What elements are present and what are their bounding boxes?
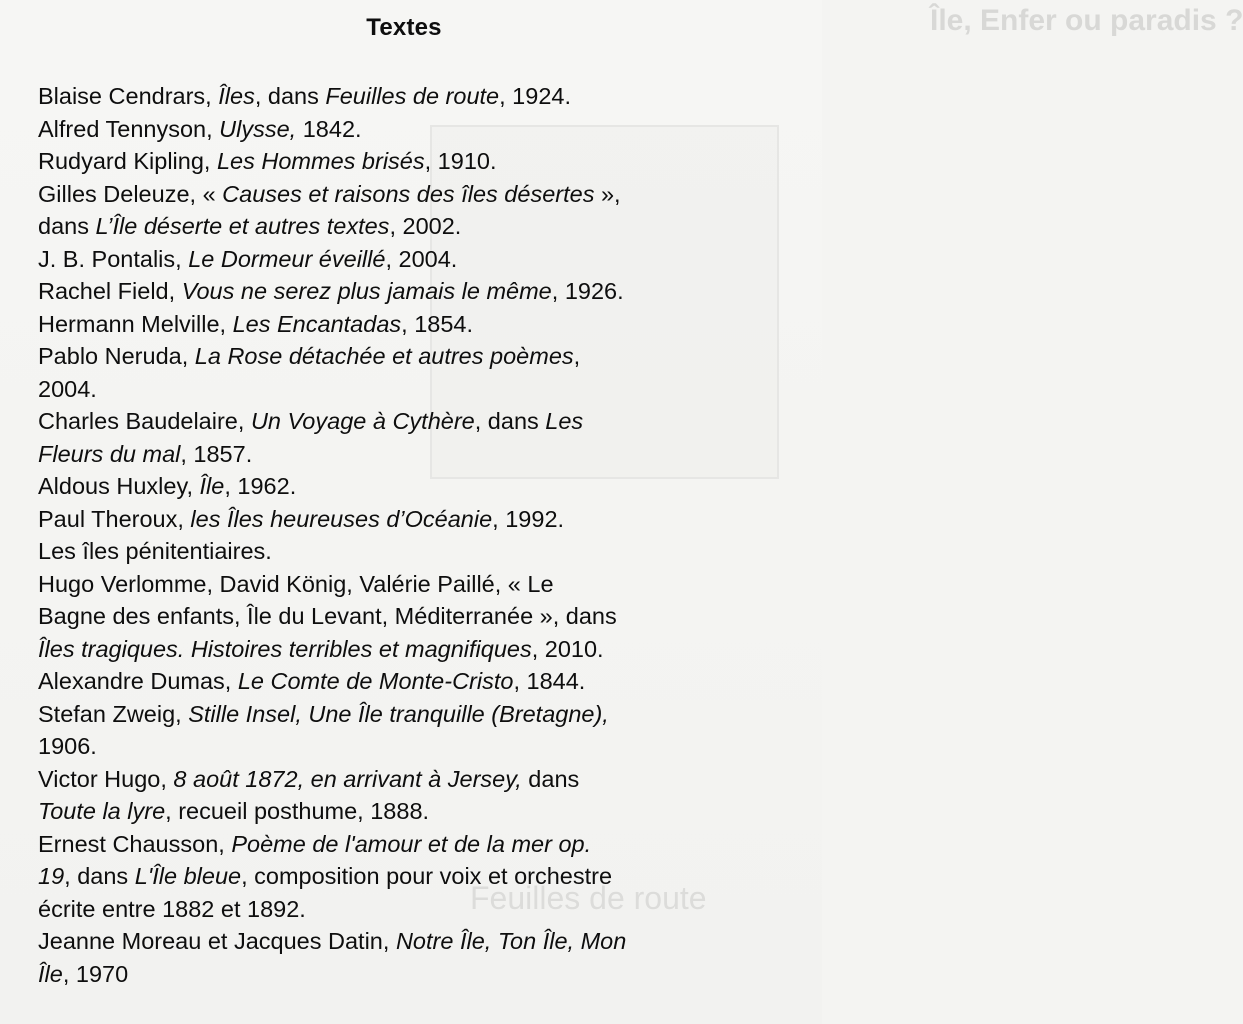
work-title-text: 19 — [38, 863, 65, 889]
bibliography-list — [38, 80, 778, 990]
entry-line — [38, 80, 778, 113]
entry-text: , recueil posthume, 1888. — [165, 798, 430, 824]
entry-text: , 1854. — [401, 310, 474, 337]
entry-line — [38, 925, 778, 958]
entry-text: , — [573, 343, 581, 369]
entry-line — [38, 340, 778, 373]
bibliography-entry — [38, 178, 778, 243]
work-title-text: Causes et raisons des îles désertes — [222, 180, 595, 207]
work-title-text: Les Hommes brisés — [216, 148, 425, 174]
bibliography-entry — [38, 113, 778, 146]
entry-text: 1906. — [38, 733, 97, 759]
work-title-text: Stille Insel, Une Île tranquille (Bretagne), — [188, 700, 609, 727]
entry-text: Charles Baudelaire, — [38, 408, 251, 434]
bibliography-entry — [38, 503, 778, 536]
entry-text: , 2002. — [389, 213, 462, 239]
entry-text: , dans — [64, 863, 135, 889]
work-title-text: Les Encantadas — [232, 310, 402, 337]
bibliography-entry — [38, 665, 778, 698]
entry-text: Blaise Cendrars, — [38, 83, 219, 109]
entry-text: , 1857. — [180, 440, 253, 467]
entry-line — [38, 730, 778, 763]
entry-line — [38, 113, 778, 146]
work-title-text: Île — [38, 960, 63, 987]
entry-text: Rudyard Kipling, — [38, 148, 217, 174]
entry-text: Rachel Field, — [38, 278, 182, 304]
entry-text: Aldous Huxley, — [38, 473, 200, 499]
work-title-text: Île — [199, 473, 225, 499]
entry-line — [38, 503, 778, 536]
entry-line — [38, 405, 778, 438]
work-title-text: Toute la lyre — [38, 798, 166, 824]
bibliography-entry — [38, 568, 778, 666]
work-title-text: Les — [545, 408, 584, 434]
work-title-text: 8 août 1872, en arrivant à Jersey, — [173, 765, 522, 792]
entry-text: Victor Hugo, — [38, 765, 174, 792]
entry-line — [38, 893, 778, 926]
bibliography-entry — [38, 763, 778, 828]
work-title-text: Fleurs du mal — [38, 440, 181, 467]
entry-line — [38, 698, 778, 731]
bibliography-entry — [38, 698, 778, 763]
work-title-text: Notre Île, Ton Île, Mon — [395, 928, 627, 954]
entry-line — [38, 275, 778, 308]
entry-line — [38, 795, 778, 828]
work-title-text: Le Comte de Monte-Cristo — [237, 668, 514, 694]
page-title: Textes — [366, 14, 442, 41]
bibliography-entry — [38, 535, 778, 568]
entry-text: Pablo Neruda, — [38, 343, 195, 369]
work-title-text: La Rose détachée et autres poèmes — [194, 343, 574, 369]
entry-text: 2004. — [38, 375, 97, 402]
entry-line — [38, 145, 778, 178]
entry-line — [38, 958, 778, 991]
entry-text: Hugo Verlomme, David König, Valérie Paillé, « Le — [38, 570, 554, 597]
entry-text: , 1924. — [499, 83, 571, 109]
entry-line — [38, 210, 778, 243]
work-title-text: Îles tragiques. Histoires terribles et magnifiques — [38, 635, 532, 662]
entry-text: Ernest Chausson, — [38, 830, 232, 857]
entry-text: », — [594, 180, 621, 207]
entry-line — [38, 860, 778, 893]
work-title-text: Le Dormeur éveillé — [188, 245, 386, 272]
entry-text: écrite entre 1882 et 1892. — [38, 895, 306, 922]
entry-line — [38, 470, 778, 503]
entry-line — [38, 373, 778, 406]
entry-text: dans — [38, 213, 96, 239]
entry-text: Gilles Deleuze, « — [38, 180, 223, 207]
bibliography-entry — [38, 243, 778, 276]
entry-text: , 1910. — [424, 148, 497, 174]
entry-text: Paul Theroux, — [38, 505, 191, 532]
entry-line — [38, 828, 778, 861]
entry-line — [38, 438, 778, 471]
entry-text: Stefan Zweig, — [38, 700, 189, 727]
entry-text: , 2010. — [531, 635, 604, 662]
bibliography-entry — [38, 925, 778, 990]
bibliography-entry — [38, 145, 778, 178]
entry-line — [38, 568, 778, 601]
entry-text: Jeanne Moreau et Jacques Datin, — [38, 928, 396, 954]
bibliography-entry — [38, 470, 778, 503]
entry-text: , composition pour voix et orchestre — [241, 863, 613, 889]
entry-text: Hermann Melville, — [38, 310, 233, 337]
bibliography-entry — [38, 275, 778, 308]
bleed-through-caption: Feuilles de route — [470, 880, 707, 916]
entry-text: Alexandre Dumas, — [38, 668, 238, 694]
entry-text: Alfred Tennyson, — [38, 115, 220, 142]
entry-text: , 2004. — [385, 245, 458, 272]
bibliography-entry — [38, 405, 778, 470]
entry-text: Les îles pénitentiaires. — [38, 538, 272, 564]
entry-line — [38, 665, 778, 698]
work-title-text: L’Île déserte et autres textes — [95, 213, 390, 239]
work-title-text: Feuilles de route — [325, 83, 500, 109]
entry-text: , dans — [474, 408, 546, 434]
entry-text: Bagne des enfants, Île du Levant, Méditerranée », dans — [38, 603, 617, 629]
entry-line — [38, 308, 778, 341]
work-title-text: Îles — [218, 83, 255, 109]
work-title-text: L'Île bleue — [134, 863, 242, 889]
entry-text: , 1926. — [551, 278, 624, 304]
entry-line — [38, 243, 778, 276]
bleed-through-heading: Île, Enfer ou paradis ? — [930, 4, 1243, 37]
bibliography-entry — [38, 828, 778, 926]
work-title-text: Un Voyage à Cythère — [250, 408, 475, 434]
work-title-text: les Îles heureuses d’Océanie — [190, 505, 493, 532]
entry-text: , 1962. — [224, 473, 297, 499]
entry-text: , 1992. — [492, 505, 565, 532]
bibliography-entry — [38, 308, 778, 341]
entry-text: 1842. — [296, 115, 362, 142]
entry-line — [38, 633, 778, 666]
work-title-text: Ulysse, — [219, 115, 297, 142]
entry-text: , 1970 — [62, 960, 129, 987]
work-title-text: Vous ne serez plus jamais le même — [181, 278, 552, 304]
entry-text: , dans — [254, 83, 326, 109]
entry-text: , 1844. — [513, 668, 586, 694]
bibliography-entry — [38, 340, 778, 405]
entry-text: J. B. Pontalis, — [38, 245, 189, 272]
bibliography-entry — [38, 80, 778, 113]
entry-text: dans — [521, 765, 580, 792]
entry-line — [38, 763, 778, 796]
entry-line — [38, 178, 778, 211]
entry-line — [38, 600, 778, 633]
entry-line — [38, 535, 778, 568]
work-title-text: Poème de l'amour et de la mer op. — [231, 830, 592, 857]
